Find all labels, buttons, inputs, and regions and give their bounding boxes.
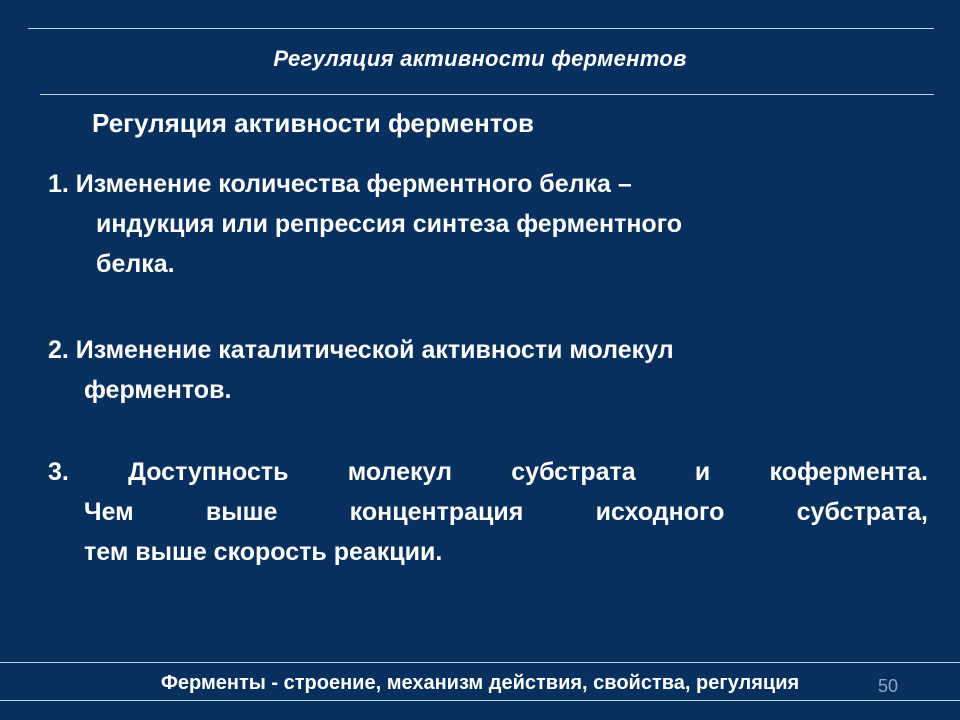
footer-divider <box>0 662 960 663</box>
slide-header-title: Регуляция активности ферментов <box>273 46 687 71</box>
footer-bottom-divider <box>0 700 960 701</box>
list-item-line: 2. Изменение каталитической активности молекул <box>48 336 674 364</box>
list-item <box>48 164 928 284</box>
list-item-line: индукция или репрессия синтеза ферментного <box>96 210 683 238</box>
footer-title: Ферменты - строение, механизм действия, свойства, регуляция <box>160 672 800 694</box>
list-item <box>48 452 928 572</box>
slide-title: Регуляция активности ферментов <box>92 108 535 138</box>
list-item <box>48 330 928 410</box>
list-item-line: 3. Доступность молекул субстрата и кофермента. <box>48 458 928 486</box>
list-item-line: тем выше скорость реакции. <box>84 538 443 566</box>
list-item-line: Чем выше концентрация исходного субстрата, <box>84 498 928 526</box>
list-item-line: белка. <box>96 250 175 278</box>
header-bottom-divider <box>40 94 934 95</box>
page-number: 50 <box>878 676 899 696</box>
list-item-line: 1. Изменение количества ферментного белка – <box>48 170 632 198</box>
list-item-line: ферментов. <box>84 376 232 404</box>
header-top-divider <box>28 28 934 29</box>
